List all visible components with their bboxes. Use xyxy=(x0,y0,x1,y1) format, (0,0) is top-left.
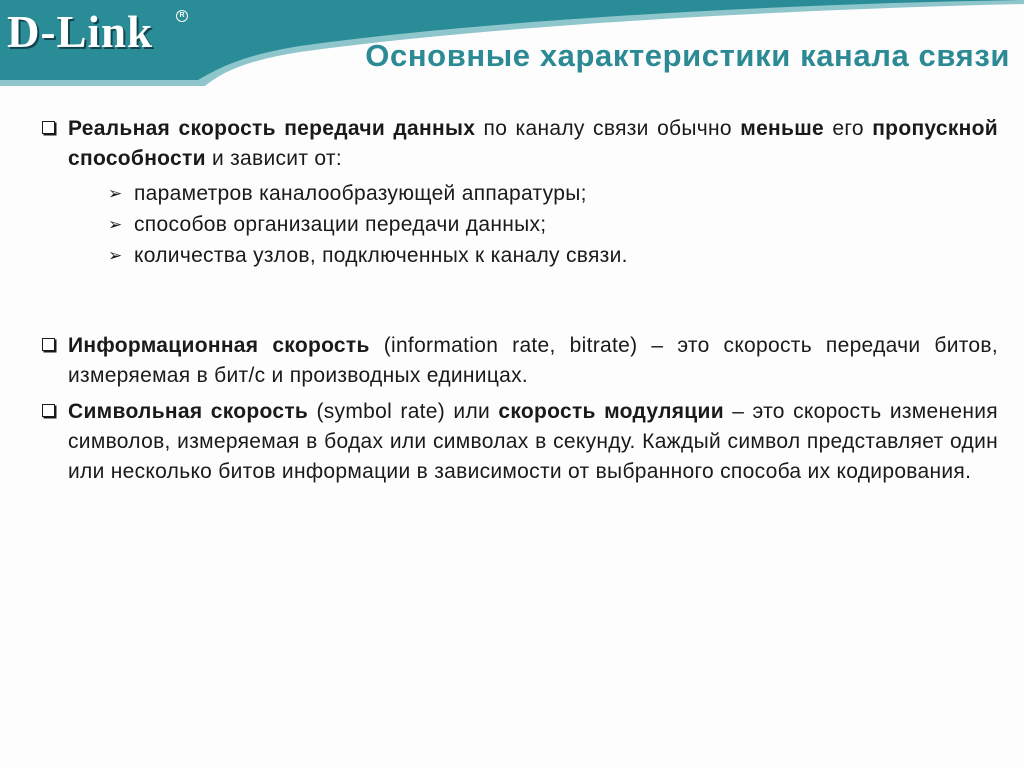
term-modulation-rate: скорость модуляции xyxy=(498,400,724,423)
list-item: ➢ способов организации передачи данных; xyxy=(68,209,998,240)
bullet-information-rate: Информационная скорость (information rate, bitrate) – это скорость передачи битов, измеряемая в бит/с и производных единицах. xyxy=(42,331,998,391)
slide-title: Основные характеристики канала связи xyxy=(365,38,1010,73)
term-symbol-rate: Символьная скорость xyxy=(68,400,309,423)
term-information-rate: Информационная скорость xyxy=(68,334,370,357)
bullet-symbol-rate: Символьная скорость (symbol rate) или скорость модуляции – это скорость изменения символов, измеряемая в бодах или символах в секунду. Каждый символ представляет один или несколько битов информации в зависимости от выбранного способа их кодирования. xyxy=(42,397,998,487)
checkbox-square-icon xyxy=(42,121,55,134)
dependency-list xyxy=(68,178,998,271)
bullet-real-speed: Реальная скорость передачи данных по каналу связи обычно меньше его пропускной способности и зависит от: ➢ параметров каналообразующей аппаратуры; ➢ способов организации передачи данных; ➢ количества узлов, подключенных к каналу связи. xyxy=(42,114,998,271)
slide-content xyxy=(42,114,998,487)
dlink-logo: D-Link xyxy=(7,7,154,57)
chevron-right-icon: ➢ xyxy=(108,215,123,234)
term-real-speed: Реальная скорость передачи данных xyxy=(68,117,476,140)
chevron-right-icon: ➢ xyxy=(108,246,123,265)
list-item: ➢ количества узлов, подключенных к каналу связи. xyxy=(68,240,998,271)
chevron-right-icon: ➢ xyxy=(108,184,123,203)
list-item: ➢ параметров каналообразующей аппаратуры; xyxy=(68,178,998,209)
checkbox-square-icon xyxy=(42,404,55,417)
checkbox-square-icon xyxy=(42,338,55,351)
registered-mark-icon: R xyxy=(176,10,188,22)
